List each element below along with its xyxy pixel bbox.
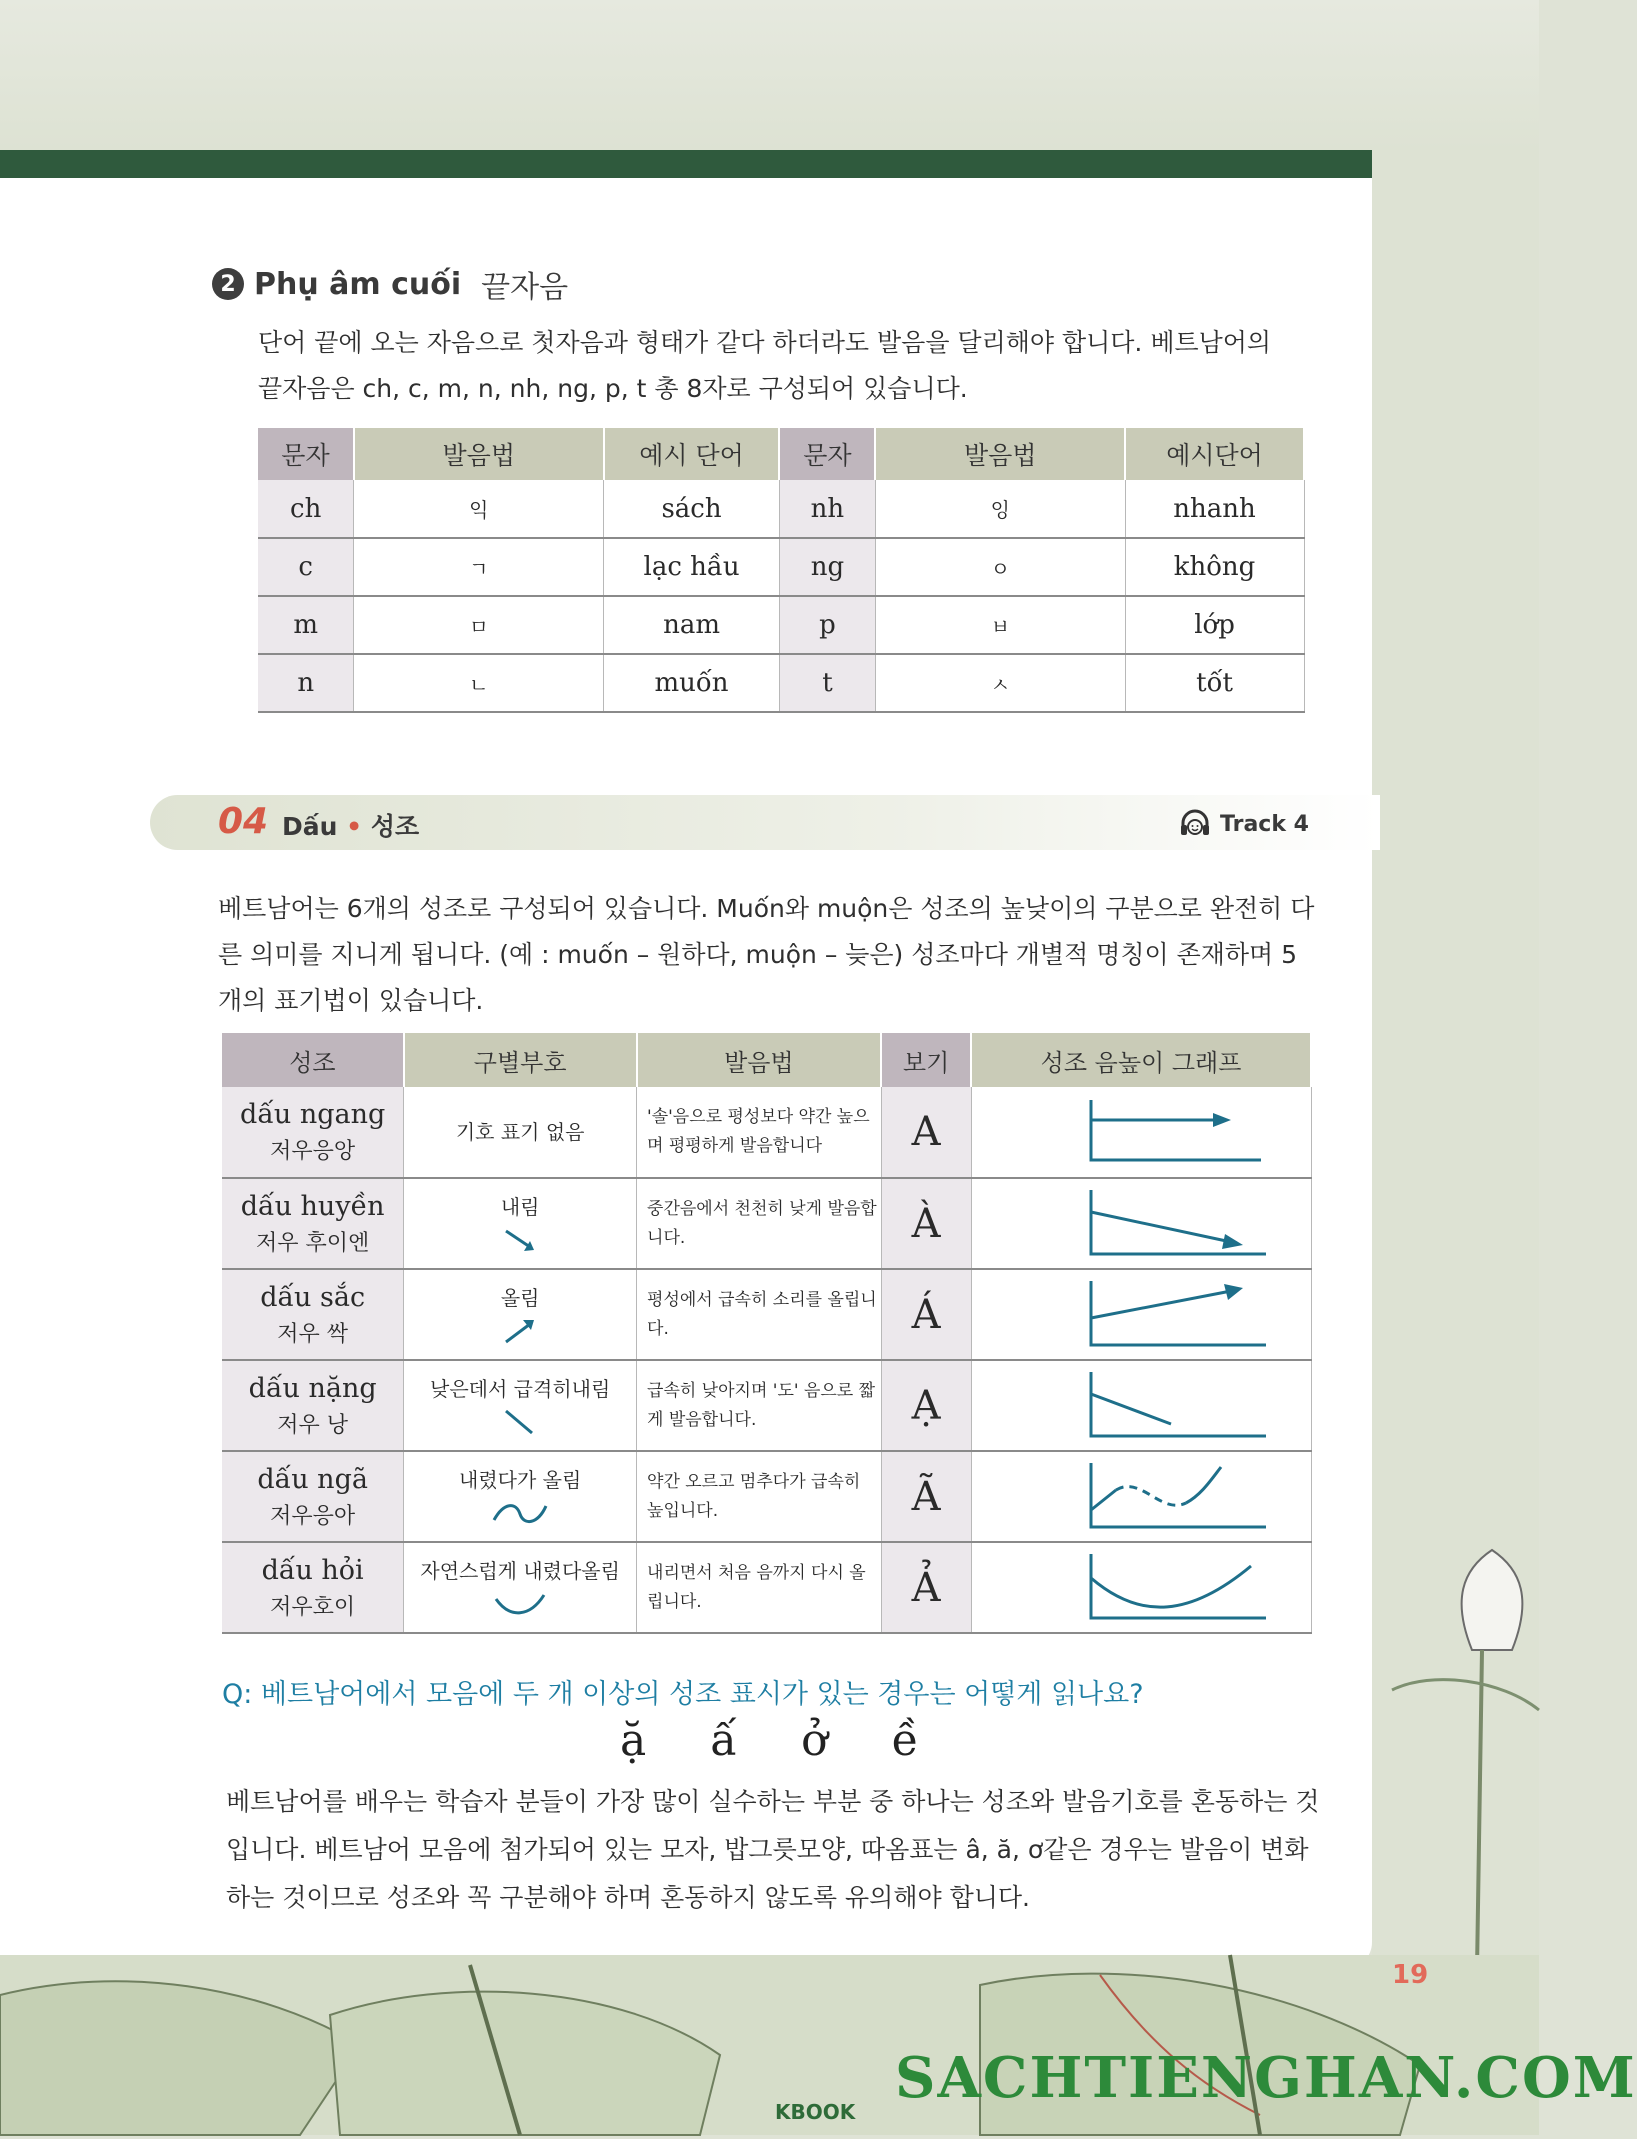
tone-mark-label: 낮은데서 급격히내림	[430, 1376, 611, 1401]
tone-mark-label: 내렸다가 올림	[459, 1467, 582, 1492]
publisher-logo: KBOOK	[775, 2100, 856, 2124]
tone-example: À	[881, 1178, 971, 1269]
table-cell: ㄴ	[354, 654, 604, 712]
tones-intro-paragraph: 베트남어는 6개의 성조로 구성되어 있습니다. Muốn와 muộn은 성조의 높낮이의 구분으로 완전히 다른 의미를 지니게 됩니다. (예 : muốn – 원하다, muộn – 늦은) 성조마다 개별적 명칭이 존재하며 5개의 표기법이 있습니다.	[218, 894, 1315, 1015]
tone-row	[222, 1542, 1311, 1633]
page-top-background	[0, 0, 1539, 150]
table-cell: nhanh	[1125, 480, 1304, 538]
page-number: 19	[1392, 1960, 1429, 1990]
header-green-bar	[0, 150, 1372, 178]
table-row	[258, 596, 1304, 654]
watermark-text: SACHTIENGHAN.COM	[895, 2045, 1637, 2111]
col-header: 발음법	[354, 428, 604, 480]
section-title-kr: 끝자음	[481, 270, 569, 305]
tone-graph-rising	[991, 1273, 1291, 1353]
track-label: Track 4	[1220, 811, 1309, 837]
table-cell: nam	[604, 596, 780, 654]
vowel-examples: ặ ấ ở ề	[620, 1715, 919, 1766]
tone-row	[222, 1087, 1311, 1178]
table-cell: ㅁ	[354, 596, 604, 654]
tone-name-cell	[222, 1269, 404, 1360]
section-title-vn: Phụ âm cuối	[254, 266, 462, 302]
falling-arrow-icon	[500, 1225, 540, 1255]
tone-graph-dipping	[991, 1546, 1291, 1626]
col-header: 성조 음높이 그래프	[971, 1033, 1311, 1087]
tone-table	[222, 1033, 1312, 1634]
table-cell: ㅇ	[875, 538, 1125, 596]
col-header: 예시 단어	[604, 428, 780, 480]
table-row	[258, 480, 1304, 538]
banner-title	[282, 807, 419, 843]
tone-name-kr: 저우응아	[270, 1503, 356, 1529]
tone-example: Ã	[881, 1451, 971, 1542]
tone-mark-label: 기호 표기 없음	[455, 1120, 585, 1144]
headphones-icon	[1178, 807, 1212, 841]
tone-name-vn: dấu hỏi	[261, 1554, 364, 1586]
tone-graph-cell	[971, 1087, 1311, 1178]
tone-name-kr: 저우호이	[270, 1594, 356, 1620]
tone-graph-cell	[971, 1451, 1311, 1542]
tone-name-cell	[222, 1087, 404, 1178]
tone-mark-label: 내림	[500, 1194, 540, 1219]
tone-example: Ả	[881, 1542, 971, 1633]
col-header: 예시단어	[1125, 428, 1304, 480]
tone-name-kr: 저우 낭	[277, 1412, 349, 1438]
tone-name-cell	[222, 1451, 404, 1542]
audio-track[interactable]	[1178, 807, 1309, 841]
table-cell: ㅅ	[875, 654, 1125, 712]
tone-row	[222, 1451, 1311, 1542]
col-header: 문자	[779, 428, 875, 480]
final-consonants-paragraph: 단어 끝에 오는 자음으로 첫자음과 형태가 같다 하더라도 발음을 달리해야 합니다. 베트남어의 끝자음은 ch, c, m, n, nh, ng, p, t 총 8자로 구성되어 있습니다.	[258, 328, 1272, 403]
tone-name-vn: dấu huyền	[240, 1190, 385, 1222]
table-cell: m	[258, 596, 354, 654]
tone-name-cell	[222, 1178, 404, 1269]
table-cell: 익	[354, 480, 604, 538]
col-header: 성조	[222, 1033, 404, 1087]
tone-mark-label: 올림	[500, 1285, 540, 1310]
grave-line-icon	[500, 1407, 540, 1437]
tone-mark-cell	[404, 1269, 637, 1360]
tone-name-kr: 저우응앙	[270, 1139, 356, 1164]
tone-example: A	[881, 1087, 971, 1178]
col-header: 문자	[258, 428, 354, 480]
tone-graph-falling	[991, 1182, 1291, 1262]
tone-graph-cell	[971, 1542, 1311, 1633]
final-consonants-table	[258, 428, 1305, 713]
tone-pronunciation: 내리면서 처음 음까지 다시 올립니다.	[637, 1542, 882, 1633]
tone-name-cell	[222, 1542, 404, 1633]
tone-pronunciation: 평성에서 급속히 소리를 올립니다.	[637, 1269, 882, 1360]
tone-row	[222, 1178, 1311, 1269]
table-cell: muốn	[604, 654, 780, 712]
tone-name-kr: 저우 후이엔	[256, 1230, 370, 1256]
tone-name-cell	[222, 1360, 404, 1451]
col-header: 구별부호	[404, 1033, 637, 1087]
tone-mark-label: 자연스럽게 내렸다올림	[420, 1558, 620, 1583]
table-cell: p	[779, 596, 875, 654]
banner-number: 04	[218, 801, 269, 842]
tilde-icon	[490, 1498, 550, 1528]
tone-example: Ạ	[881, 1360, 971, 1451]
section-banner-tones	[150, 795, 1380, 850]
tone-graph-cell	[971, 1269, 1311, 1360]
col-header: 보기	[881, 1033, 971, 1087]
table-row	[258, 654, 1304, 712]
tone-pronunciation: 급속히 낮아지며 '도' 음으로 짧게 발음합니다.	[637, 1360, 882, 1451]
tone-name-vn: dấu nặng	[248, 1372, 377, 1404]
tone-name-vn: dấu sắc	[260, 1281, 366, 1313]
banner-title-vn: Dấu	[282, 812, 338, 841]
table-cell: tốt	[1125, 654, 1304, 712]
table-cell: ㄱ	[354, 538, 604, 596]
table-cell: ch	[258, 480, 354, 538]
table-cell: lạc hầu	[604, 538, 780, 596]
table-cell: ng	[779, 538, 875, 596]
tone-row	[222, 1269, 1311, 1360]
tone-name-vn: dấu ngang	[240, 1099, 386, 1130]
table-cell: nh	[779, 480, 875, 538]
col-header: 발음법	[637, 1033, 882, 1087]
tone-example: Á	[881, 1269, 971, 1360]
tone-name-kr: 저우 싹	[277, 1321, 349, 1347]
tone-graph-cell	[971, 1360, 1311, 1451]
table-cell: sách	[604, 480, 780, 538]
tone-mark-cell	[404, 1360, 637, 1451]
tone-pronunciation: 약간 오르고 멈추다가 급속히 높입니다.	[637, 1451, 882, 1542]
table-cell: c	[258, 538, 354, 596]
banner-bullet: •	[346, 812, 363, 841]
tone-graph-cell	[971, 1178, 1311, 1269]
rising-arrow-icon	[500, 1316, 540, 1346]
table-cell: lớp	[1125, 596, 1304, 654]
question-text: Q: 베트남어에서 모음에 두 개 이상의 성조 표시가 있는 경우는 어떻게 읽나요?	[222, 1679, 1144, 1710]
tone-mark-cell	[404, 1087, 637, 1178]
tone-pronunciation: 중간음에서 천천히 낮게 발음합니다.	[637, 1178, 882, 1269]
tone-pronunciation: '솔'음으로 평성보다 약간 높으며 평평하게 발음합니다	[637, 1087, 882, 1178]
table-cell: 잉	[875, 480, 1125, 538]
tone-mark-cell	[404, 1178, 637, 1269]
tone-graph-broken	[991, 1455, 1291, 1535]
tone-mark-cell	[404, 1451, 637, 1542]
table-row	[258, 538, 1304, 596]
table-cell: không	[1125, 538, 1304, 596]
lotus-illustration-right	[1372, 150, 1539, 1970]
tone-graph-drop	[991, 1364, 1291, 1444]
table-cell: ㅂ	[875, 596, 1125, 654]
section-final-consonants-title	[212, 262, 568, 306]
section-number-badge: 2	[212, 268, 244, 300]
hook-curve-icon	[490, 1589, 550, 1619]
banner-title-kr: 성조	[370, 812, 420, 841]
table-cell: t	[779, 654, 875, 712]
answer-paragraph: 베트남어를 배우는 학습자 분들이 가장 많이 실수하는 부분 중 하나는 성조와 발음기호를 혼동하는 것입니다. 베트남어 모음에 첨가되어 있는 모자, 밥그릇모양, 따옴표는 â, ă, ơ같은 경우는 발음이 변화하는 것이므로 성조와 꼭 구분해야 하며 혼동하지 않도록 유의해야 합니다.	[226, 1787, 1320, 1912]
tone-name-vn: dấu ngã	[257, 1463, 368, 1495]
tone-mark-cell	[404, 1542, 637, 1633]
table-cell: n	[258, 654, 354, 712]
tone-graph-level	[991, 1090, 1291, 1170]
col-header: 발음법	[875, 428, 1125, 480]
tone-row	[222, 1360, 1311, 1451]
